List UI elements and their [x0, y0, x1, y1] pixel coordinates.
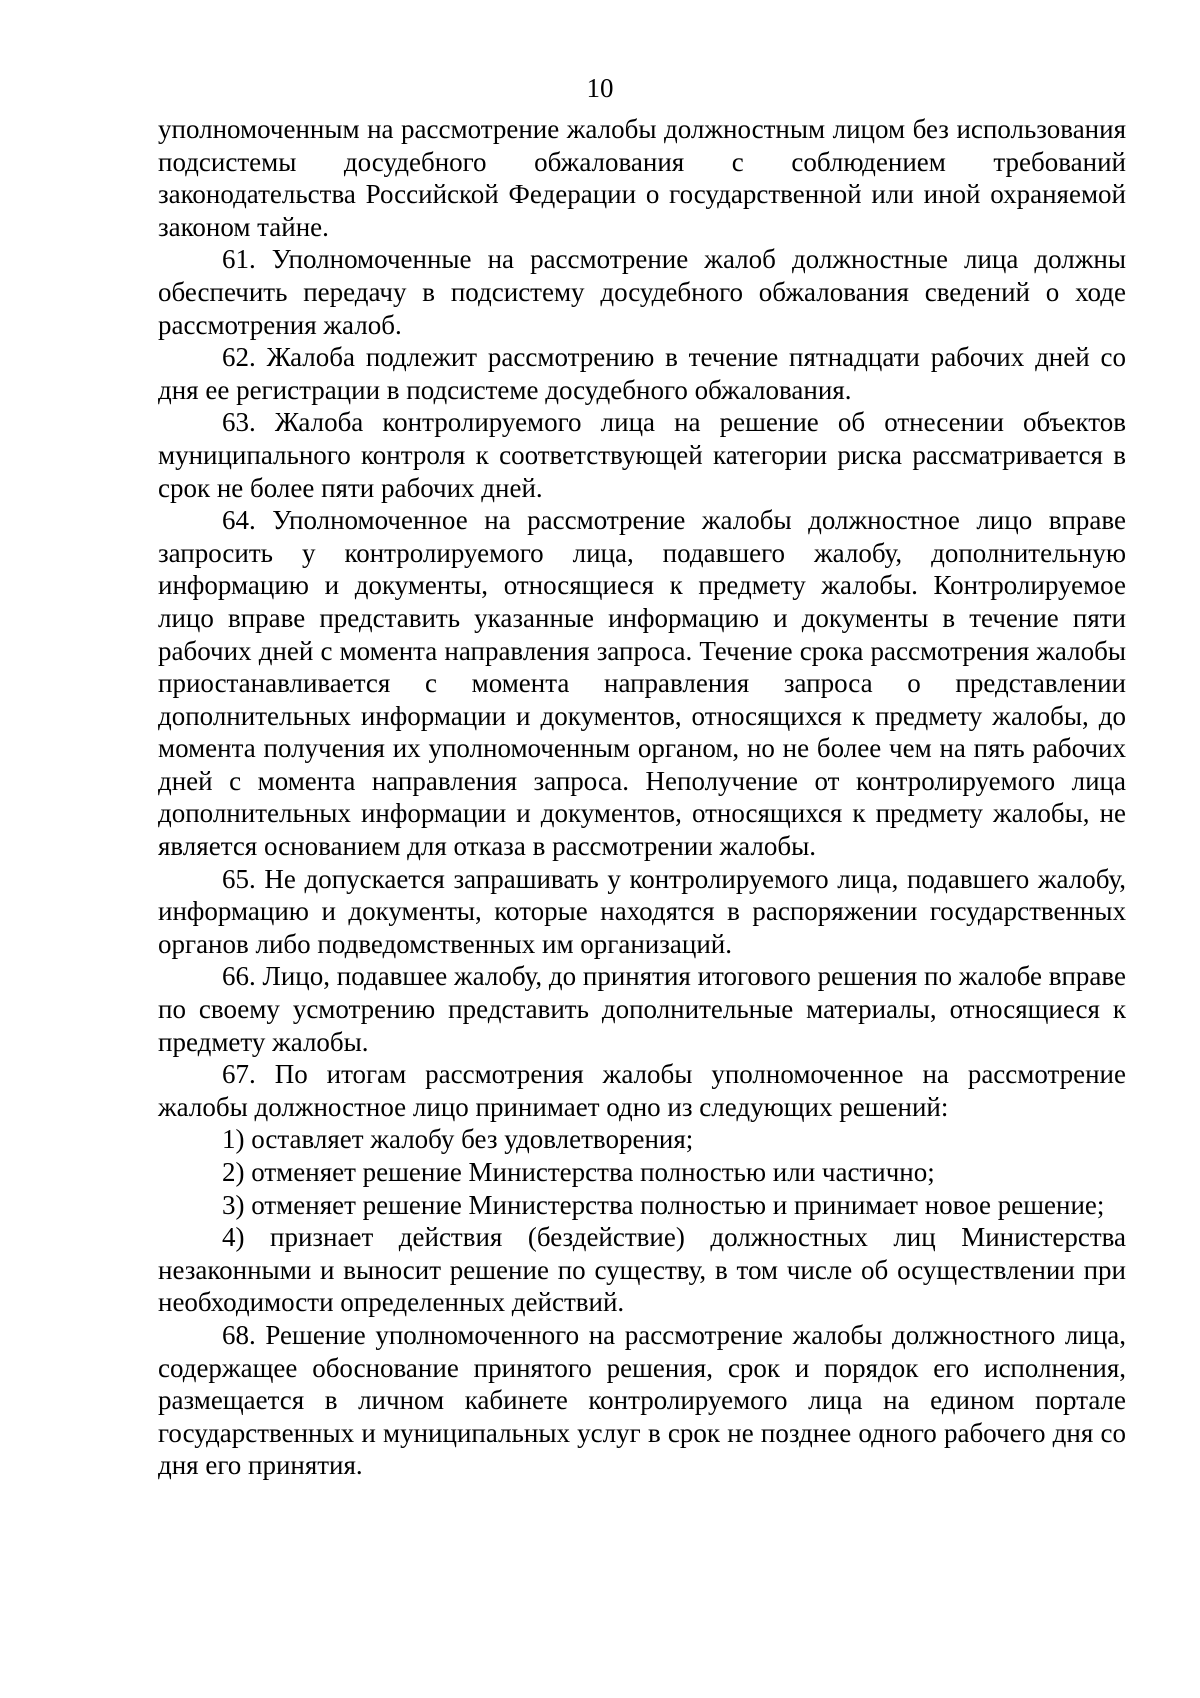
paragraph-65: 65. Не допускается запрашивать у контролируемого лица, подавшего жалобу, информацию и документы, которые находятся в распоряжении государственных органов либо подведомственных им организаций.	[158, 863, 1126, 959]
paragraph-63: 63. Жалоба контролируемого лица на решение об отнесении объектов муниципального контроля к соответствующей категории риска рассматривается в срок не более пяти рабочих дней.	[158, 407, 1126, 503]
list-item-1: 1) оставляет жалобу без удовлетворения;	[222, 1124, 694, 1155]
paragraph-61: 61. Уполномоченные на рассмотрение жалоб должностные лица должны обеспечить передачу в подсистему досудебного обжалования сведений о ходе рассмотрения жалоб.	[158, 244, 1126, 340]
paragraph-66: 66. Лицо, подавшее жалобу, до принятия итогового решения по жалобе вправе по своему усмотрению представить дополнительные материалы, относящиеся к предмету жалобы.	[158, 961, 1126, 1057]
list-item-3: 3) отменяет решение Министерства полностью и принимает новое решение;	[222, 1189, 1105, 1220]
paragraph-62: 62. Жалоба подлежит рассмотрению в течение пятнадцати рабочих дней со дня ее регистрации в подсистеме досудебного обжалования.	[158, 342, 1126, 405]
document-body	[158, 113, 1126, 1482]
page-number: 10	[586, 73, 614, 103]
paragraph-67: 67. По итогам рассмотрения жалобы уполномоченное на рассмотрение жалобы должностное лицо принимает одно из следующих решений:	[158, 1059, 1126, 1122]
list-item-2: 2) отменяет решение Министерства полностью или частично;	[222, 1157, 935, 1187]
paragraph-continuation: уполномоченным на рассмотрение жалобы должностным лицом без использования подсистемы досудебного обжалования с соблюдением требований законодательства Российской Федерации о государственной или иной охраняемой законом тайне.	[158, 114, 1126, 242]
paragraph-68: 68. Решение уполномоченного на рассмотрение жалобы должностного лица, содержащее обоснование принятого решения, срок и порядок его исполнения, размещается в личном кабинете контролируемого лица на едином портале государственных и муниципальных услуг в срок не позднее одного рабочего дня со дня его принятия.	[158, 1319, 1126, 1481]
list-item-4: 4) признает действия (бездействие) должностных лиц Министерства незаконными и выносит решение по существу, в том числе об осуществлении при необходимости определенных действий.	[158, 1222, 1126, 1318]
paragraph-64: 64. Уполномоченное на рассмотрение жалобы должностное лицо вправе запросить у контролируемого лица, подавшего жалобу, дополнительную информацию и документы, относящиеся к предмету жалобы. Контролируемое лицо вправе представить указанные информацию и документы в течение пяти рабочих дней с момента направления запроса. Течение срока рассмотрения жалобы приостанавливается с момента направления запроса о представлении дополнительных информации и документов, относящихся к предмету жалобы, до момента получения их уполномоченным органом, но не более чем на пять рабочих дней с момента направления запроса. Неполучение от контролируемого лица дополнительных информации и документов, относящихся к предмету жалобы, не является основанием для отказа в рассмотрении жалобы.	[158, 505, 1126, 862]
